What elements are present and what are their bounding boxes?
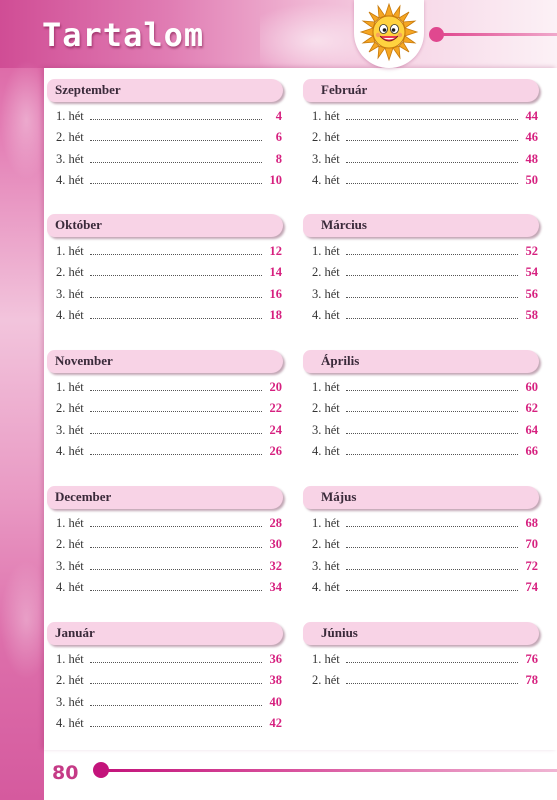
- page-reference: 28: [269, 516, 282, 530]
- page-reference: 62: [525, 401, 538, 415]
- dot-leader: [346, 131, 518, 141]
- dot-leader: [90, 402, 262, 412]
- page-reference: 34: [269, 580, 282, 594]
- week-label: 3. hét: [56, 423, 84, 437]
- toc-entry[interactable]: [303, 287, 539, 303]
- page-reference: 40: [269, 695, 282, 709]
- week-label: 3. hét: [312, 423, 340, 437]
- toc-entry[interactable]: [303, 516, 539, 532]
- dot-leader: [90, 309, 262, 319]
- dot-leader: [346, 517, 518, 527]
- dot-leader: [90, 445, 262, 455]
- toc-entry[interactable]: [47, 559, 283, 575]
- dot-leader: [346, 402, 518, 412]
- page-reference: 4: [275, 109, 282, 123]
- week-label: 2. hét: [56, 130, 84, 144]
- week-label: 4. hét: [56, 580, 84, 594]
- dot-leader: [90, 696, 262, 706]
- week-label: 4. hét: [312, 580, 340, 594]
- dot-leader: [90, 538, 262, 548]
- page-reference: 68: [525, 516, 538, 530]
- page-reference: 72: [525, 559, 538, 573]
- dot-leader: [346, 288, 518, 298]
- dot-leader: [346, 674, 518, 684]
- page-reference: 74: [525, 580, 538, 594]
- dot-leader: [346, 110, 518, 120]
- toc-entry[interactable]: [303, 652, 539, 668]
- week-label: 1. hét: [312, 380, 340, 394]
- toc-entry[interactable]: [47, 380, 283, 396]
- week-label: 1. hét: [56, 109, 84, 123]
- dot-leader: [90, 674, 262, 684]
- month-heading: Szeptember: [47, 79, 283, 102]
- week-label: 3. hét: [312, 152, 340, 166]
- page-reference: 8: [275, 152, 282, 166]
- page-reference: 30: [269, 537, 282, 551]
- toc-entry[interactable]: [47, 308, 283, 324]
- toc-entry[interactable]: [47, 444, 283, 460]
- page-reference: 56: [525, 287, 538, 301]
- month-heading: Június: [303, 622, 539, 645]
- toc-entry[interactable]: [303, 109, 539, 125]
- page-reference: 18: [269, 308, 282, 322]
- toc-entry[interactable]: [47, 265, 283, 281]
- toc-entry[interactable]: [47, 716, 283, 732]
- month-heading: Február: [303, 79, 539, 102]
- week-label: 1. hét: [312, 516, 340, 530]
- dot-leader: [346, 266, 518, 276]
- toc-entry[interactable]: [47, 423, 283, 439]
- dot-leader: [90, 517, 262, 527]
- page-reference: 66: [525, 444, 538, 458]
- toc-entry[interactable]: [47, 673, 283, 689]
- toc-entry[interactable]: [47, 537, 283, 553]
- dot-leader: [346, 445, 518, 455]
- dot-leader: [346, 653, 518, 663]
- toc-entry[interactable]: [47, 130, 283, 146]
- dot-leader: [346, 381, 518, 391]
- page-reference: 44: [525, 109, 538, 123]
- dot-leader: [90, 581, 262, 591]
- page-reference: 20: [269, 380, 282, 394]
- dot-leader: [346, 581, 518, 591]
- week-label: 4. hét: [312, 173, 340, 187]
- week-label: 2. hét: [312, 401, 340, 415]
- page-reference: 16: [269, 287, 282, 301]
- dot-leader: [90, 131, 262, 141]
- page-reference: 48: [525, 152, 538, 166]
- page-reference: 46: [525, 130, 538, 144]
- toc-entry[interactable]: [47, 152, 283, 168]
- week-label: 1. hét: [56, 516, 84, 530]
- week-label: 3. hét: [56, 287, 84, 301]
- toc-entry[interactable]: [47, 109, 283, 125]
- dot-leader: [90, 560, 262, 570]
- dot-leader: [90, 653, 262, 663]
- dot-leader: [346, 153, 518, 163]
- dot-leader: [346, 538, 518, 548]
- sun-bubble: [354, 0, 424, 68]
- page-reference: 12: [269, 244, 282, 258]
- week-label: 1. hét: [312, 109, 340, 123]
- dot-leader: [90, 717, 262, 727]
- week-label: 4. hét: [56, 444, 84, 458]
- page-reference: 6: [275, 130, 282, 144]
- toc-entry[interactable]: [303, 152, 539, 168]
- week-label: 4. hét: [312, 444, 340, 458]
- page-reference: 26: [269, 444, 282, 458]
- month-heading: Április: [303, 350, 539, 373]
- month-heading: Január: [47, 622, 283, 645]
- toc-entry[interactable]: [303, 173, 539, 189]
- toc-entry[interactable]: [303, 380, 539, 396]
- toc-entry[interactable]: [303, 244, 539, 260]
- toc-entry[interactable]: [47, 652, 283, 668]
- border-cloud-decoration: [0, 560, 44, 680]
- toc-entry[interactable]: [303, 308, 539, 324]
- week-label: 4. hét: [56, 308, 84, 322]
- toc-entry[interactable]: [47, 173, 283, 189]
- week-label: 2. hét: [56, 673, 84, 687]
- week-label: 1. hét: [56, 380, 84, 394]
- dot-leader: [346, 174, 518, 184]
- week-label: 4. hét: [56, 173, 84, 187]
- page-title: Tartalom: [42, 16, 205, 54]
- page-reference: 32: [269, 559, 282, 573]
- page-reference: 42: [269, 716, 282, 730]
- month-heading: December: [47, 486, 283, 509]
- page-reference: 64: [525, 423, 538, 437]
- toc-entry[interactable]: [303, 265, 539, 281]
- page-reference: 24: [269, 423, 282, 437]
- week-label: 2. hét: [312, 130, 340, 144]
- page-reference: 54: [525, 265, 538, 279]
- page-reference: 22: [269, 401, 282, 415]
- toc-entry[interactable]: [47, 516, 283, 532]
- week-label: 2. hét: [312, 537, 340, 551]
- dot-leader: [90, 110, 262, 120]
- dot-leader: [90, 153, 262, 163]
- toc-entry[interactable]: [303, 673, 539, 689]
- month-heading: Október: [47, 214, 283, 237]
- toc-entry[interactable]: [47, 580, 283, 596]
- footer-decorative-line: [105, 769, 557, 772]
- toc-entry[interactable]: [303, 444, 539, 460]
- week-label: 1. hét: [56, 244, 84, 258]
- dot-leader: [346, 245, 518, 255]
- week-label: 3. hét: [312, 559, 340, 573]
- dot-leader: [346, 309, 518, 319]
- toc-entry[interactable]: [47, 695, 283, 711]
- dot-leader: [346, 424, 518, 434]
- page-reference: 70: [525, 537, 538, 551]
- week-label: 1. hét: [56, 652, 84, 666]
- week-label: 4. hét: [312, 308, 340, 322]
- toc-entry[interactable]: [47, 287, 283, 303]
- toc-entry[interactable]: [303, 130, 539, 146]
- week-label: 3. hét: [312, 287, 340, 301]
- dot-leader: [90, 288, 262, 298]
- week-label: 2. hét: [56, 265, 84, 279]
- page-reference: 78: [525, 673, 538, 687]
- week-label: 3. hét: [56, 152, 84, 166]
- toc-entry[interactable]: [47, 401, 283, 417]
- month-heading: Május: [303, 486, 539, 509]
- page-reference: 36: [269, 652, 282, 666]
- toc-entry[interactable]: [303, 580, 539, 596]
- page-number: 80: [52, 762, 79, 784]
- dot-leader: [90, 424, 262, 434]
- page-reference: 14: [269, 265, 282, 279]
- smiling-sun-icon: [359, 2, 419, 62]
- toc-entry[interactable]: [303, 537, 539, 553]
- dot-leader: [346, 560, 518, 570]
- dot-leader: [90, 174, 262, 184]
- page-reference: 38: [269, 673, 282, 687]
- week-label: 4. hét: [56, 716, 84, 730]
- page-reference: 50: [525, 173, 538, 187]
- month-heading: November: [47, 350, 283, 373]
- toc-entry[interactable]: [303, 401, 539, 417]
- week-label: 2. hét: [56, 537, 84, 551]
- page-reference: 60: [525, 380, 538, 394]
- week-label: 2. hét: [312, 673, 340, 687]
- page-reference: 58: [525, 308, 538, 322]
- border-cloud-decoration: [0, 60, 44, 180]
- week-label: 1. hét: [312, 652, 340, 666]
- toc-entry[interactable]: [303, 559, 539, 575]
- page-reference: 76: [525, 652, 538, 666]
- dot-leader: [90, 381, 262, 391]
- week-label: 3. hét: [56, 559, 84, 573]
- page-reference: 10: [269, 173, 282, 187]
- toc-entry[interactable]: [303, 423, 539, 439]
- week-label: 2. hét: [312, 265, 340, 279]
- dot-leader: [90, 266, 262, 276]
- toc-entry[interactable]: [47, 244, 283, 260]
- month-heading: Március: [303, 214, 539, 237]
- week-label: 2. hét: [56, 401, 84, 415]
- header-decorative-line: [440, 33, 557, 36]
- week-label: 3. hét: [56, 695, 84, 709]
- dot-leader: [90, 245, 262, 255]
- page-reference: 52: [525, 244, 538, 258]
- week-label: 1. hét: [312, 244, 340, 258]
